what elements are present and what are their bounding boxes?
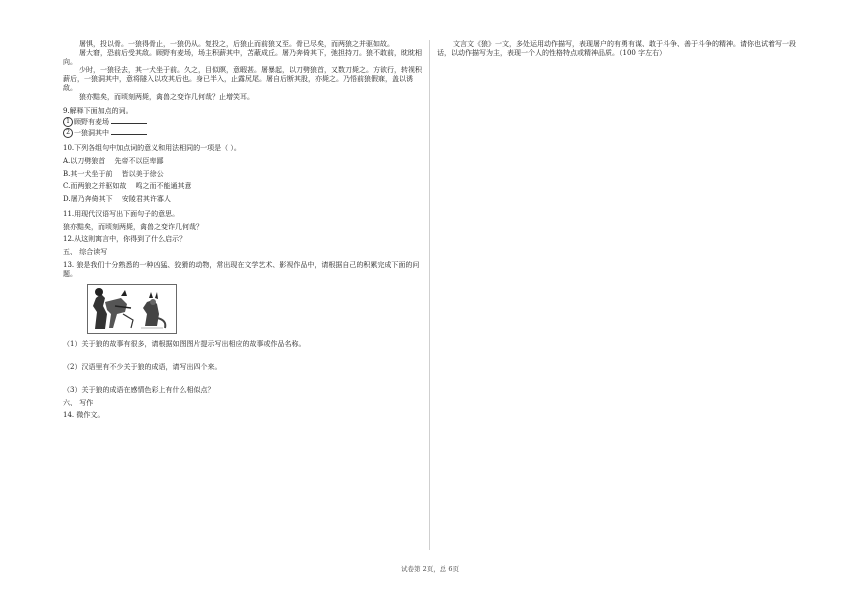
column-divider xyxy=(429,40,430,550)
question-14-stem: 14. 微作文。 xyxy=(63,411,105,420)
question-9-item-1 xyxy=(63,116,423,127)
question-13-sub-3: （3）关于狼的成语在感情色彩上有什么相似点？ xyxy=(63,385,215,394)
question-10-option-c: C.而两狼之并驱如故 鸣之而不能通其意 xyxy=(63,182,192,191)
passage-paragraph-4: 狼亦黠矣，而顷刻两毙，禽兽之变诈几何哉？止增笑耳。 xyxy=(79,92,254,101)
section-6-title: 六、 写作 xyxy=(63,398,94,407)
writing-prompt: 文言文《狼》一文，多处运用动作描写，表现屠户的有勇有谋、敢于斗争、善于斗争的精神。请你也试着写一段话，以动作描写为主，表现一个人的性格特点或精神品质。（100 字左右） xyxy=(437,40,796,57)
passage-paragraph-2: 屠大窘，恐前后受其敌。顾野有麦场，场主积薪其中，苫蔽成丘。屠乃奔倚其下，弛担持刀。狼不敢前，眈眈相向。 xyxy=(63,48,422,66)
question-9-item-1-text: 顾野有麦场 xyxy=(74,118,109,126)
question-13-stem: 13. 狼是我们十分熟悉的一种凶猛、狡猾的动物，常出现在文学艺术、影视作品中，请根据自己的积累完成下面的问题。 xyxy=(63,260,420,278)
page-footer: 试卷第 2页，总 6页 xyxy=(401,564,459,573)
question-11-stem: 11.用现代汉语写出下面句子的意思。 xyxy=(63,209,180,218)
answer-blank-1[interactable] xyxy=(111,116,147,124)
left-column xyxy=(63,40,423,420)
passage-paragraph-1: 屠惧，投以骨。一狼得骨止，一狼仍从。复投之，后狼止而前狼又至。骨已尽矣，而两狼之并驱如故。 xyxy=(79,40,394,48)
question-9-stem: 9.解释下面加点的词。 xyxy=(63,107,133,116)
passage-paragraph-3: 少时，一狼径去，其一犬坐于前。久之，目似瞑，意暇甚。屠暴起，以刀劈狼首，又数刀毙之。方欲行，转视积薪后，一狼洞其中，意将隧入以攻其后也。身已半入，止露尻尾。屠自后断其股，亦毙之。乃悟前狼假寐，盖以诱敌。 xyxy=(63,66,422,92)
wolf-story-illustration xyxy=(87,284,177,334)
question-13-sub-1: （1）关于狼的故事有很多，请根据如图图片提示写出相应的故事或作品名称。 xyxy=(63,340,306,349)
section-5-title: 五、 综合读写 xyxy=(63,248,108,256)
question-12-stem: 12.从这则寓言中，你得到了什么启示？ xyxy=(63,235,187,244)
circled-number-2: 2 xyxy=(63,128,73,138)
circled-number-1: 1 xyxy=(63,117,73,127)
question-10-stem: 10.下列各组句中加点词的意义和用法相同的一项是（ ）。 xyxy=(63,144,241,152)
wolf-illustration-icon xyxy=(87,284,177,334)
question-13-sub-2: （2）汉语里有不少关于狼的成语，请写出四个来。 xyxy=(63,363,222,371)
question-10-option-a: A.以刀劈狼首 先帝不以臣卑鄙 xyxy=(63,156,164,165)
right-column xyxy=(437,40,797,58)
question-10-option-b: B.其一犬坐于前 皆以美于徐公 xyxy=(63,169,164,178)
question-9-item-2 xyxy=(63,127,423,138)
question-9-item-2-text: 一狼洞其中 xyxy=(74,129,109,137)
question-10-option-d: D.屠乃奔倚其下 安陵君其许寡人 xyxy=(63,195,171,203)
question-11-sentence: 狼亦黠矣，而顷刻两毙，禽兽之变诈几何哉？ xyxy=(63,222,203,231)
answer-blank-2[interactable] xyxy=(111,127,147,135)
